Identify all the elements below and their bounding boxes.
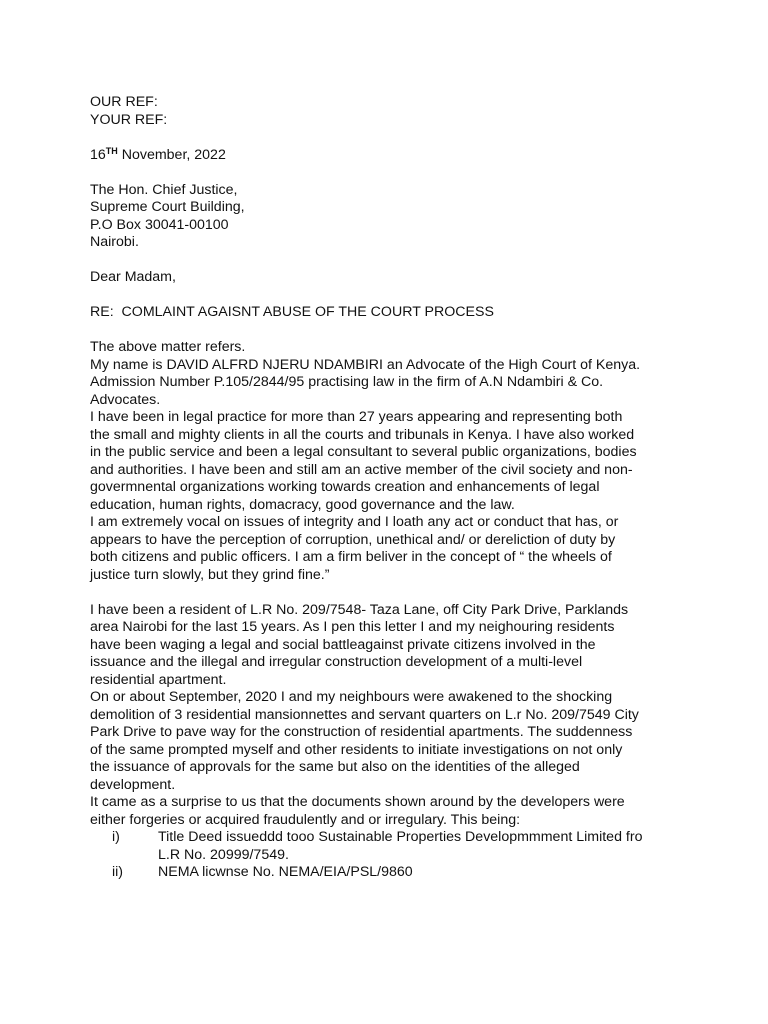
list-number: i)	[112, 829, 120, 845]
list-line: NEMA licwnse No. NEMA/EIA/PSL/9860	[158, 864, 413, 880]
body-line: justice turn slowly, but they grind fine.”	[90, 566, 330, 583]
body-line: I have been a resident of L.R No. 209/7548- Taza Lane, off City Park Drive, Parklands	[90, 601, 629, 618]
body-line: govermnental organizations working towards creation and enhancements of legal	[90, 479, 600, 495]
paragraph-block-1	[90, 339, 690, 584]
body-line: The above matter refers.	[90, 339, 246, 355]
body-line: I am extremely vocal on issues of integrity and I loath any act or conduct that has, or	[90, 514, 619, 530]
body-line: both citizens and public officers. I am a firm beliver in the concept of “ the wheels of	[90, 549, 612, 565]
subject-text: COMLAINT AGAISNT ABUSE OF THE COURT PROCESS	[121, 304, 494, 320]
list-item	[90, 829, 690, 864]
date-rest: November, 2022	[117, 146, 226, 163]
body-line: residential apartment.	[90, 671, 227, 688]
body-line: Park Drive to pave way for the construction of residential apartments. The suddenness	[90, 724, 633, 740]
body-line: development.	[90, 776, 176, 793]
recipient-line: The Hon. Chief Justice,	[90, 181, 238, 198]
body-line: area Nairobi for the last 15 years. As I pen this letter I and my neighouring residents	[90, 619, 615, 635]
body-line: have been waging a legal and social battleagainst private citizens involved in the	[90, 636, 596, 653]
body-line: Admission Number P.105/2844/95 practising law in the firm of A.N Ndambiri & Co.	[90, 374, 604, 390]
your-ref: YOUR REF:	[90, 111, 168, 128]
letter-body	[90, 94, 690, 882]
letter-date	[90, 147, 690, 165]
body-line: and authorities. I have been and still am an active member of the civil society and non-	[90, 461, 633, 478]
body-line: issuance and the illegal and irregular construction development of a multi-level	[90, 654, 583, 670]
body-line: Advocates.	[90, 391, 161, 408]
body-line: the issuance of approvals for the same but also on the identities of the alleged	[90, 759, 580, 775]
body-line: the small and mighty clients in all the courts and tribunals in Kenya. I have also worked	[90, 426, 635, 443]
list-item	[90, 864, 690, 882]
subject-prefix: RE:	[90, 304, 114, 320]
recipient-line: Supreme Court Building,	[90, 199, 245, 215]
body-line: It came as a surprise to us that the documents shown around by the developers were	[90, 794, 625, 810]
our-ref: OUR REF:	[90, 94, 158, 110]
salutation: Dear Madam,	[90, 269, 176, 285]
date-day: 16	[90, 146, 106, 163]
body-line: either forgeries or acquired fraudulently and or irregulary. This being:	[90, 811, 521, 828]
recipient-line: P.O Box 30041-00100	[90, 216, 229, 233]
list-text	[158, 864, 690, 882]
body-line: appears to have the perception of corruption, unethical and/ or dereliction of duty by	[90, 531, 616, 548]
body-line: in the public service and been a legal consultant to several public organizations, bodies	[90, 444, 637, 460]
list-line: L.R No. 20999/7549.	[158, 846, 289, 863]
paragraph-block-2	[90, 602, 690, 830]
body-line: My name is DAVID ALFRD NJERU NDAMBIRI an Advocate of the High Court of Kenya.	[90, 356, 641, 373]
body-line: of the same prompted myself and other residents to initiate investigations on not only	[90, 741, 623, 758]
list-text	[158, 829, 690, 864]
body-line: demolition of 3 residential mansionnettes and servant quarters on L.r No. 209/7549 City	[90, 706, 639, 723]
subject-line	[90, 304, 690, 322]
body-line: I have been in legal practice for more than 27 years appearing and representing both	[90, 409, 623, 425]
recipient-address	[90, 182, 690, 252]
list-line: Title Deed issueddd tooo Sustainable Properties Developmmment Limited fro	[158, 829, 643, 845]
recipient-line: Nairobi.	[90, 234, 139, 250]
body-line: education, human rights, domacracy, good governance and the law.	[90, 496, 515, 513]
body-line: On or about September, 2020 I and my neighbours were awakened to the shocking	[90, 689, 613, 705]
document-list	[90, 829, 690, 882]
list-number: ii)	[112, 864, 124, 880]
date-suffix: TH	[105, 145, 118, 156]
